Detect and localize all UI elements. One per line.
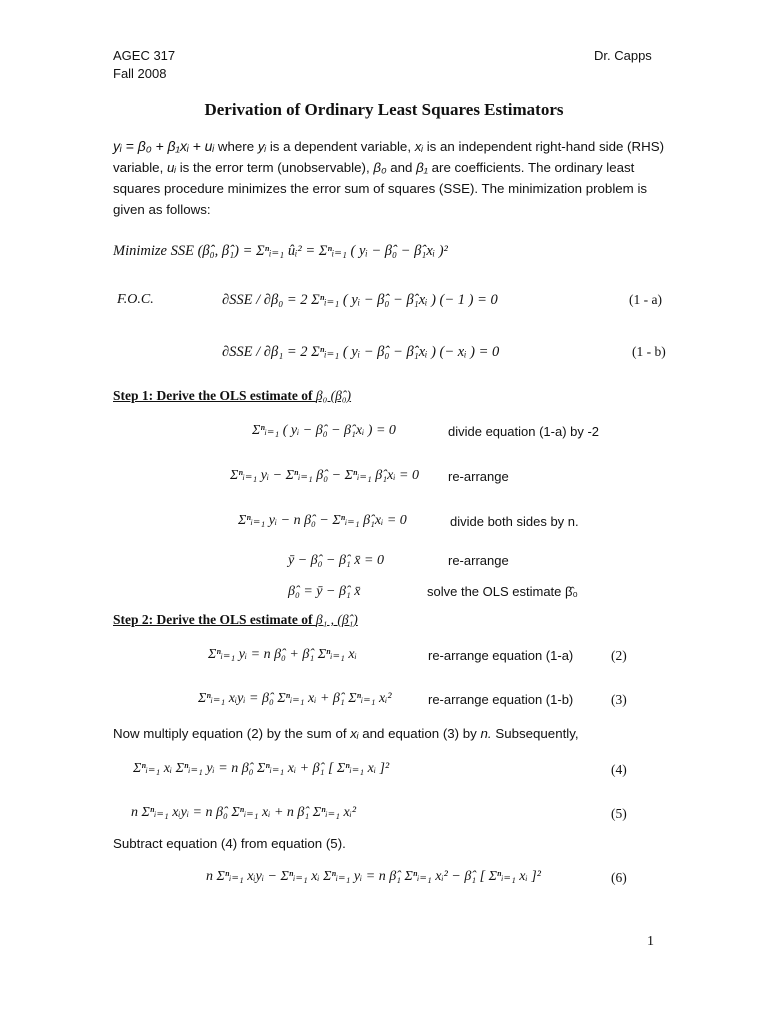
equation-4: Σⁿᵢ₌₁ xᵢ Σⁿᵢ₌₁ yᵢ = n β̂₀ Σⁿᵢ₌₁ xᵢ + β̂₁ [ Σⁿᵢ₌₁ xᵢ ]² bbox=[133, 761, 390, 776]
intro-text: is the error term (unobservable), bbox=[176, 160, 374, 175]
n-symbol: n. bbox=[480, 726, 492, 741]
foc-equation-a: ∂SSE / ∂β₀ = 2 Σⁿᵢ₌₁ ( yᵢ − β̂₀ − β̂₁xᵢ ) (− 1 ) = 0 bbox=[222, 292, 498, 308]
foc-equation-b: ∂SSE / ∂β₁ = 2 Σⁿᵢ₌₁ ( yᵢ − β̂₀ − β̂₁xᵢ ) (− xᵢ ) = 0 bbox=[222, 344, 500, 360]
multiply-text: Now multiply equation (2) by the sum of bbox=[113, 726, 351, 741]
y-symbol: yᵢ bbox=[257, 139, 267, 154]
equation-5: n Σⁿᵢ₌₁ xᵢyᵢ = n β̂₀ Σⁿᵢ₌₁ xᵢ + n β̂₁ Σⁿᵢ₌₁ xᵢ² bbox=[131, 805, 357, 820]
intro-text: is an independent right-hand side (RHS) variable, bbox=[113, 139, 664, 175]
u-symbol: uᵢ bbox=[166, 160, 177, 175]
step1-equation-5: β̂₀ = ȳ − β̂₁ x̄ bbox=[288, 584, 361, 599]
x-symbol: xᵢ bbox=[414, 139, 424, 154]
step2-equation-2: Σⁿᵢ₌₁ yᵢ = n β̂₀ + β̂₁ Σⁿᵢ₌₁ xᵢ bbox=[208, 647, 357, 662]
equation-number-2: (2) bbox=[611, 648, 627, 663]
equation-6: n Σⁿᵢ₌₁ xᵢyᵢ − Σⁿᵢ₌₁ xᵢ Σⁿᵢ₌₁ yᵢ = n β̂₁ Σⁿᵢ₌₁ xᵢ² − β̂₁ [ Σⁿᵢ₌₁ xᵢ ]² bbox=[206, 869, 541, 884]
equation-number-5: (5) bbox=[611, 806, 627, 821]
page-title: Derivation of Ordinary Least Squares Estimators bbox=[204, 100, 564, 119]
intro-paragraph bbox=[113, 136, 665, 220]
intro-text: where bbox=[214, 139, 258, 154]
step1-note-5: solve the OLS estimate β̂₀ bbox=[427, 584, 578, 599]
step2-heading-text: Step 2: Derive the OLS estimate of bbox=[113, 612, 316, 627]
beta0-symbol: β₀ bbox=[373, 160, 387, 175]
page-number: 1 bbox=[647, 934, 654, 949]
step1-equation-4: ȳ − β̂₀ − β̂₁ x̄ = 0 bbox=[288, 553, 384, 568]
course-code: AGEC 317 bbox=[113, 48, 176, 63]
step1-equation-2: Σⁿᵢ₌₁ yᵢ − Σⁿᵢ₌₁ β̂₀ − Σⁿᵢ₌₁ β̂₁xᵢ = 0 bbox=[230, 468, 419, 483]
step1-equation-1: Σⁿᵢ₌₁ ( yᵢ − β̂₀ − β̂₁xᵢ ) = 0 bbox=[252, 423, 396, 438]
step1-note-2: re-arrange bbox=[448, 469, 509, 484]
foc-label: F.O.C. bbox=[117, 292, 154, 307]
term: Fall 2008 bbox=[113, 66, 167, 81]
step2-note-2: re-arrange equation (1-a) bbox=[428, 648, 574, 663]
subtract-sentence: Subtract equation (4) from equation (5). bbox=[113, 836, 346, 851]
step2-note-3: re-arrange equation (1-b) bbox=[428, 692, 574, 707]
step1-note-4: re-arrange bbox=[448, 553, 509, 568]
step1-note-1: divide equation (1-a) by -2 bbox=[448, 424, 600, 439]
equation-number-4: (4) bbox=[611, 762, 627, 777]
step1-equation-3: Σⁿᵢ₌₁ yᵢ − n β̂₀ − Σⁿᵢ₌₁ β̂₁xᵢ = 0 bbox=[238, 513, 407, 528]
equation-number-1b: (1 - b) bbox=[632, 344, 666, 359]
author: Dr. Capps bbox=[594, 48, 652, 63]
step2-heading bbox=[113, 612, 358, 628]
intro-text: are coefficients. The ordinary least squares procedure minimizes the error sum of squares (SSE). The minimization problem is given as follows: bbox=[113, 160, 648, 217]
multiply-text: Subsequently, bbox=[491, 726, 579, 741]
equation-number-1a: (1 - a) bbox=[629, 292, 662, 307]
multiply-text: and equation (3) by bbox=[358, 726, 481, 741]
minimize-equation: Minimize SSE (β̂₀, β̂₁) = Σⁿᵢ₌₁ ûᵢ² = Σⁿᵢ₌₁ ( yᵢ − β̂₀ − β̂₁xᵢ )² bbox=[113, 243, 448, 259]
intro-text: is a dependent variable, bbox=[266, 139, 415, 154]
step1-heading-text: Step 1: Derive the OLS estimate of bbox=[113, 388, 316, 403]
step1-heading bbox=[113, 388, 351, 404]
equation-number-3: (3) bbox=[611, 692, 627, 707]
model-equation: yᵢ = β₀ + β₁xᵢ + uᵢ bbox=[113, 138, 215, 154]
step1-symbol: β₀ (β̂₀) bbox=[315, 388, 352, 403]
x-symbol: xᵢ bbox=[350, 726, 359, 741]
step1-note-3: divide both sides by n. bbox=[450, 514, 579, 529]
equation-number-6: (6) bbox=[611, 870, 627, 885]
step2-symbol: β₁ , (β̂₁) bbox=[315, 612, 358, 627]
multiply-sentence bbox=[113, 723, 673, 744]
beta1-symbol: β₁ bbox=[416, 160, 428, 175]
intro-text: and bbox=[386, 160, 417, 175]
step2-equation-3: Σⁿᵢ₌₁ xᵢyᵢ = β̂₀ Σⁿᵢ₌₁ xᵢ + β̂₁ Σⁿᵢ₌₁ xᵢ² bbox=[198, 691, 392, 706]
